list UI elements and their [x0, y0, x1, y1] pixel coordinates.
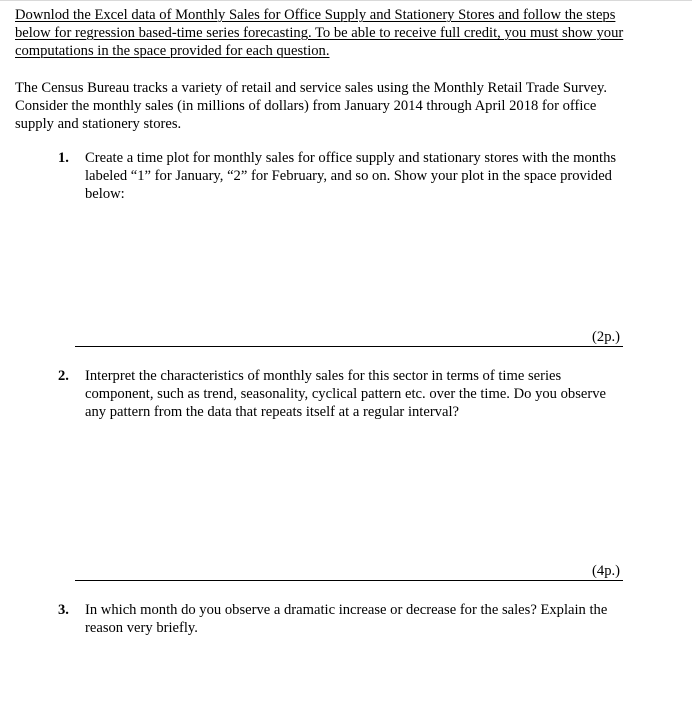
question-2	[58, 367, 628, 421]
question-1-points: (2p.)	[592, 329, 620, 345]
question-2-answer-line	[75, 580, 623, 581]
question-2-number: 2.	[58, 368, 69, 384]
question-3-text: In which month do you observe a dramatic increase or decrease for the sales? Explain the reason very briefly.	[85, 602, 608, 636]
page-top-border	[0, 0, 692, 1]
question-1-number: 1.	[58, 150, 69, 166]
question-2-text: Interpret the characteristics of monthly sales for this sector in terms of time series component, such as trend, seasonality, cyclical pattern etc. over the time. Do you observe any pattern from the data that repeats itself at a regular interval?	[85, 368, 607, 420]
question-1	[58, 149, 628, 203]
context-paragraph: The Census Bureau tracks a variety of retail and service sales using the Monthly Retail Trade Survey. Consider the monthly sales (in millions of dollars) from January 2014 through April 2018 for office supply and stationery stores.	[15, 80, 607, 132]
question-1-answer-line	[75, 346, 623, 347]
question-3	[58, 601, 628, 637]
question-2-points: (4p.)	[592, 563, 620, 579]
instructions-paragraph: Downlod the Excel data of Monthly Sales for Office Supply and Stationery Stores and follow the steps below for regression based-time series forecasting. To be able to receive full credit, you must show your computations in the space provided for each question.	[15, 7, 624, 59]
question-1-text: Create a time plot for monthly sales for office supply and stationary stores with the months labeled “1” for January, “2” for February, and so on. Show your plot in the space provided below:	[85, 150, 617, 202]
question-3-number: 3.	[58, 602, 69, 618]
